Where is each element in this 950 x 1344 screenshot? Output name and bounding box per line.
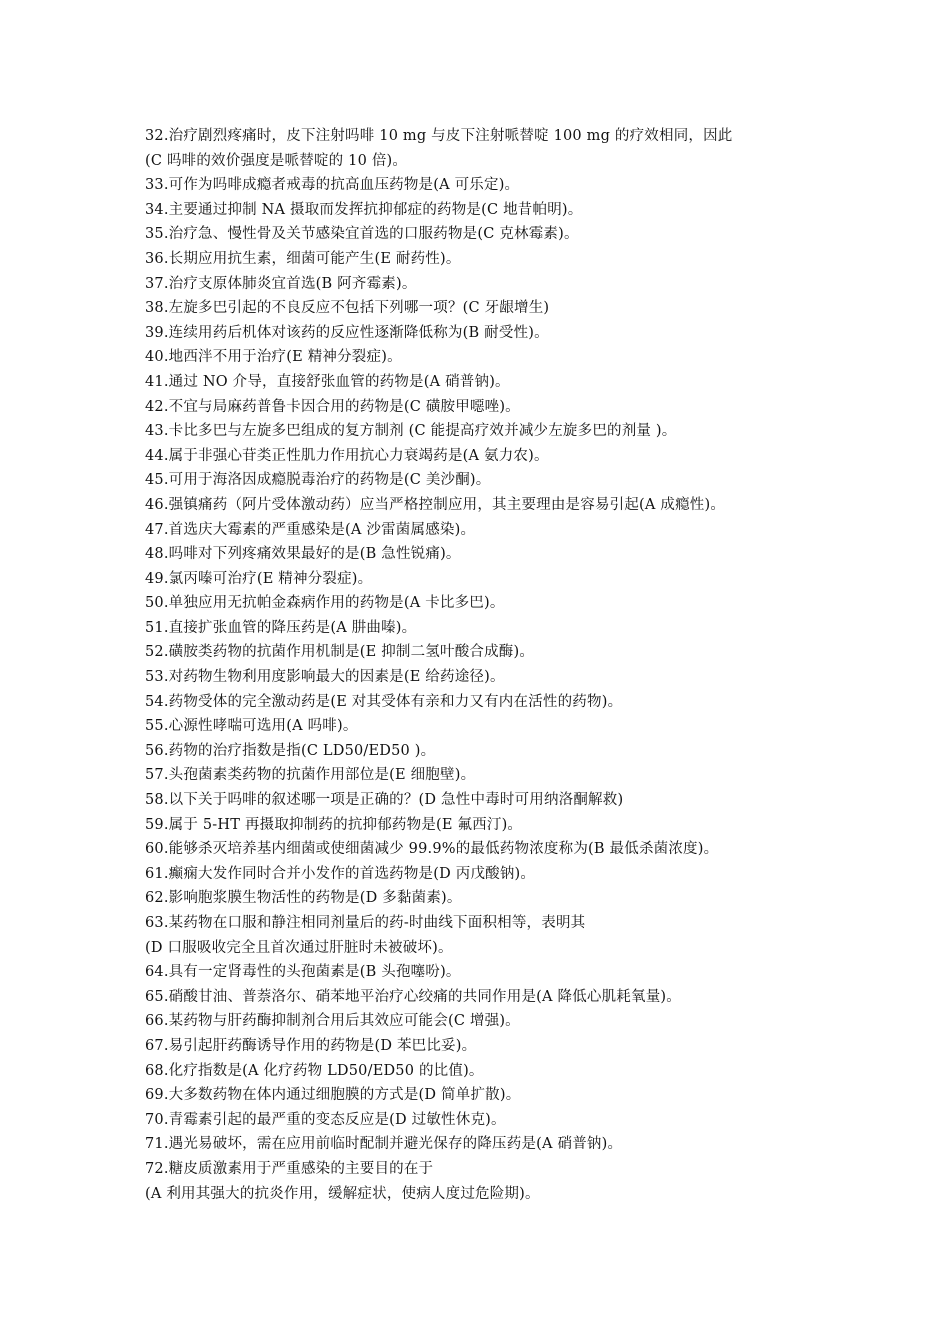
text-line: 45.可用于海洛因成瘾脱毒治疗的药物是(C 美沙酮)。	[145, 472, 491, 489]
text-line: 50.单独应用无抗帕金森病作用的药物是(A 卡比多巴)。	[145, 595, 505, 612]
text-line: 44.属于非强心苷类正性肌力作用抗心力衰竭药是(A 氨力农)。	[145, 447, 549, 464]
text-line: 37.治疗支原体肺炎宜首选(B 阿齐霉素)。	[145, 275, 417, 292]
text-line: 36.长期应用抗生素，细菌可能产生(E 耐药性)。	[145, 250, 461, 267]
text-line: 39.连续用药后机体对该药的反应性逐渐降低称为(B 耐受性)。	[145, 324, 549, 341]
text-line: 60.能够杀灭培养基内细菌或使细菌减少 99.9%的最低药物浓度称为(B 最低杀菌浓度)。	[145, 841, 719, 858]
text-line: 47.首选庆大霉素的严重感染是(A 沙雷菌属感染)。	[145, 521, 476, 538]
text-line: 53.对药物生物利用度影响最大的因素是(E 给药途径)。	[145, 669, 505, 686]
text-line: 63.某药物在口服和静注相同剂量后的药-时曲线下面积相等，表明其	[145, 915, 586, 931]
text-line: 40.地西泮不用于治疗(E 精神分裂症)。	[145, 349, 402, 366]
text-line: 67.易引起肝药酶诱导作用的药物是(D 苯巴比妥)。	[145, 1037, 477, 1054]
text-line: 59.属于 5-HT 再摄取抑制药的抗抑郁药物是(E 氟西汀)。	[145, 816, 523, 833]
text-line: 66.某药物与肝药酶抑制剂合用后其效应可能会(C 增强)。	[145, 1013, 520, 1030]
text-line: 41.通过 NO 介导，直接舒张血管的药物是(A 硝普钠)。	[145, 373, 510, 390]
text-line: 51.直接扩张血管的降压药是(A 肼曲嗪)。	[145, 619, 417, 636]
text-line: (D 口服吸收完全且首次通过肝脏时未被破坏)。	[145, 939, 453, 956]
document-body	[145, 124, 805, 1206]
text-line: 32.治疗剧烈疼痛时，皮下注射吗啡 10 mg 与皮下注射哌替啶 100 mg 的疗效相同，因此	[145, 128, 733, 144]
text-line: 35.治疗急、慢性骨及关节感染宜首选的口服药物是(C 克林霉素)。	[145, 226, 579, 243]
text-line: (C 吗啡的效价强度是哌替啶的 10 倍)。	[145, 152, 408, 169]
text-line: 49.氯丙嗪可治疗(E 精神分裂症)。	[145, 570, 373, 587]
text-line: 55.心源性哮喘可选用(A 吗啡)。	[145, 718, 358, 735]
text-line: 34.主要通过抑制 NA 摄取而发挥抗抑郁症的药物是(C 地昔帕明)。	[145, 201, 583, 218]
text-line: 43.卡比多巴与左旋多巴组成的复方制剂 (C 能提高疗效并减少左旋多巴的剂量 )。	[145, 423, 677, 440]
text-line: 46.强镇痛药（阿片受体激动药）应当严格控制应用，其主要理由是容易引起(A 成瘾性)。	[145, 496, 726, 513]
text-line: 42.不宜与局麻药普鲁卡因合用的药物是(C 磺胺甲噁唑)。	[145, 398, 520, 415]
text-line: 69.大多数药物在体内通过细胞膜的方式是(D 简单扩散)。	[145, 1087, 521, 1104]
text-line: 56.药物的治疗指数是指(C LD50/ED50 )。	[145, 742, 436, 759]
text-line: 48.吗啡对下列疼痛效果最好的是(B 急性锐痛)。	[145, 546, 461, 563]
text-line: 52.磺胺类药物的抗菌作用机制是(E 抑制二氢叶酸合成酶)。	[145, 644, 535, 661]
text-line: 62.影响胞浆膜生物活性的药物是(D 多黏菌素)。	[145, 890, 462, 907]
text-line: 72.糖皮质激素用于严重感染的主要目的在于	[145, 1160, 434, 1177]
text-line: 57.头孢菌素类药物的抗菌作用部位是(E 细胞壁)。	[145, 767, 476, 784]
text-line: (A 利用其强大的抗炎作用，缓解症状，使病人度过危险期)。	[145, 1185, 540, 1202]
text-line: 54.药物受体的完全激动药是(E 对其受体有亲和力又有内在活性的药物)。	[145, 693, 623, 710]
text-line: 38.左旋多巴引起的不良反应不包括下列哪一项？(C 牙龈增生)	[145, 300, 550, 317]
text-line: 61.癫痫大发作同时合并小发作的首选药物是(D 丙戊酸钠)。	[145, 865, 536, 882]
text-line: 58.以下关于吗啡的叙述哪一项是正确的？(D 急性中毒时可用纳洛酮解救)	[145, 792, 624, 809]
text-line: 33.可作为吗啡成瘾者戒毒的抗高血压药物是(A 可乐定)。	[145, 177, 520, 194]
text-line: 64.具有一定肾毒性的头孢菌素是(B 头孢噻吩)。	[145, 964, 461, 981]
text-line: 70.青霉素引起的最严重的变态反应是(D 过敏性休克)。	[145, 1111, 506, 1128]
text-line: 71.遇光易破坏，需在应用前临时配制并避光保存的降压药是(A 硝普钠)。	[145, 1136, 623, 1153]
text-line: 65.硝酸甘油、普萘洛尔、硝苯地平治疗心绞痛的共同作用是(A 降低心肌耗氧量)。	[145, 988, 681, 1005]
text-line: 68.化疗指数是(A 化疗药物 LD50/ED50 的比值)。	[145, 1062, 484, 1079]
